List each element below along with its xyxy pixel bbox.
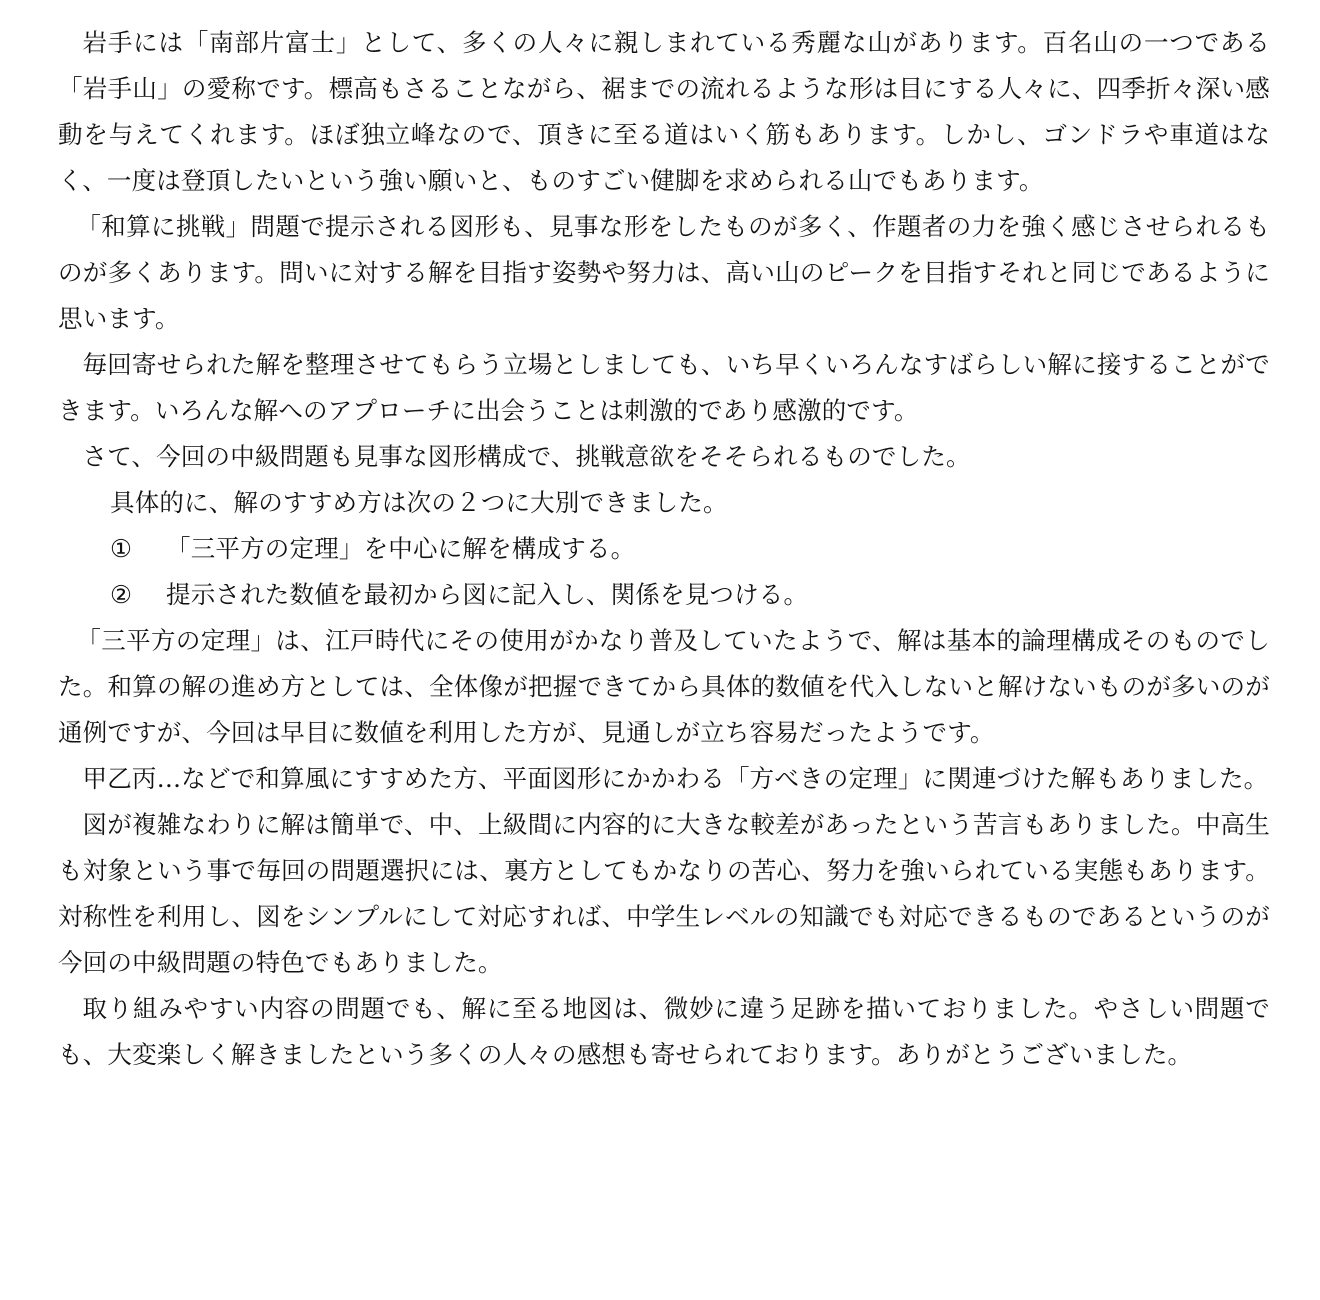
paragraph-wasan-style: 甲乙丙…などで和算風にすすめた方、平面図形にかかわる「方べきの定理」に関連づけた解もありました。 [82, 764, 1269, 793]
paragraph-complaints: 図が複雑なわりに解は簡単で、中、上級間に内容的に大きな較差があったという苦言もありました。中高生も対象という事で毎回の問題選択には、裏方としてもかなりの苦心、努力を強いられている実態もあります。対称性を利用し、図をシンプルにして対応すれば、中学生レベルの知識でも対応できるものであるというのが今回の中級問題の特色でもありました。 [58, 810, 1270, 977]
paragraph-pythagorean-theorem: 「三平方の定理」は、江戸時代にその使用がかなり普及していたようで、解は基本的論理構成そのものでした。和算の解の進め方としては、全体像が把握できてから具体的数値を代入しないと解けないものが多いのが通例ですが、今回は早目に数値を利用した方が、見通しが立ち容易だったようです。 [58, 626, 1270, 747]
paragraph-intermediate-problem: さて、今回の中級問題も見事な図形構成で、挑戦意欲をそそられるものでした。 [82, 442, 971, 471]
paragraph-wasan-challenge: 「和算に挑戦」問題で提示される図形も、見事な形をしたものが多く、作題者の力を強く感じさせられるものが多くあります。問いに対する解を目指す姿勢や努力は、高い山のピークを目指すそれと同じであるように思います。 [58, 212, 1270, 333]
list-item-approach-1 [58, 526, 1270, 572]
paragraph-closing: 取り組みやすい内容の問題でも、解に至る地図は、微妙に違う足跡を描いておりました。やさしい問題でも、大変楽しく解きましたという多くの人々の感想も寄せられております。ありがとうございました。 [58, 994, 1270, 1069]
list-item-text: 提示された数値を最初から図に記入し、関係を見つける。 [166, 580, 809, 609]
list-item-approach-2 [58, 572, 1270, 618]
approach-intro-line: 具体的に、解のすすめ方は次の２つに大別できました。 [110, 488, 728, 517]
list-item-text: 「三平方の定理」を中心に解を構成する。 [166, 534, 636, 563]
paragraph-solutions-organizer: 毎回寄せられた解を整理させてもらう立場としましても、いち早くいろんなすばらしい解に接することができます。いろんな解へのアプローチに出会うことは刺激的であり感激的です。 [58, 350, 1270, 425]
list-marker: ① [110, 534, 133, 563]
document-page [58, 20, 1270, 1078]
paragraph-iwate-mountain: 岩手には「南部片富士」として、多くの人々に親しまれている秀麗な山があります。百名山の一つである「岩手山」の愛称です。標高もさることながら、裾までの流れるような形は目にする人々に、四季折々深い感動を与えてくれます。ほぼ独立峰なので、頂きに至る道はいく筋もあります。しかし、ゴンドラや車道はなく、一度は登頂したいという強い願いと、ものすごい健脚を求められる山でもあります。 [58, 28, 1270, 195]
list-marker: ② [110, 580, 133, 609]
